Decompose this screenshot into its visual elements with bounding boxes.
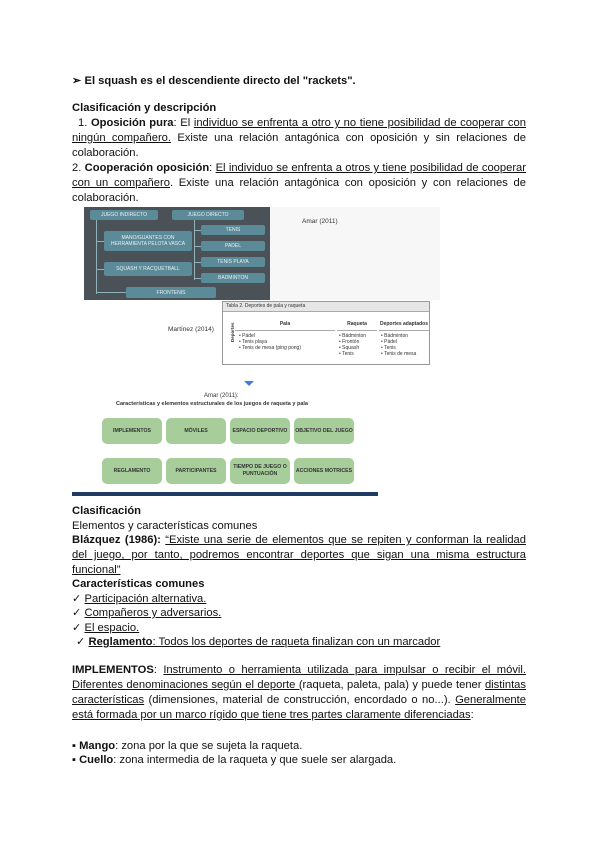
diagram2-title: Características y elementos estructurales de los juegos de raqueta y pala bbox=[116, 401, 308, 407]
blazquez-quote: Blázquez (1986): “Existe una serie de elementos que se repiten y conforman la realidad del juego, por tanto, podremos encontrar deportes que sigan una misma estructura funcional” bbox=[72, 534, 526, 576]
diagram-background bbox=[270, 207, 440, 300]
clasificacion-title: Clasificación bbox=[72, 505, 142, 517]
section-title: Clasificación y descripción bbox=[72, 102, 217, 114]
table-col-adaptados: Deportes adaptados bbox=[379, 319, 429, 331]
box-moviles: MÓVILES bbox=[166, 418, 226, 444]
caract-item-reglamento: ✓ Reglamento: Todos los deportes de raqueta finalizan con un marcador bbox=[76, 636, 441, 648]
table-col-pala: Pala bbox=[235, 319, 335, 331]
juego-indirecto-box: JUEGO INDIRECTO bbox=[90, 210, 158, 220]
right-item-tenis-playa: TENIS PLAYA bbox=[201, 257, 265, 267]
right-item-padel: PADEL bbox=[201, 241, 265, 251]
caract-item-3: ✓ El espacio. bbox=[72, 622, 140, 634]
left-item-3: FRONTENIS bbox=[126, 287, 216, 298]
box-participantes: PARTICIPANTES bbox=[166, 458, 226, 484]
clasificacion-subtitle: Elementos y características comunes bbox=[72, 520, 258, 532]
box-acciones: ACCIONES MOTRICES bbox=[294, 458, 354, 484]
part-mango: ▪ Mango: zona por la que se sujeta la raqueta. bbox=[72, 740, 303, 752]
box-espacio: ESPACIO DEPORTIVO bbox=[230, 418, 290, 444]
table-col-raqueta: Raqueta bbox=[337, 319, 377, 331]
box-implementos: IMPLEMENTOS bbox=[102, 418, 162, 444]
juego-directo-box: JUEGO DIRECTO bbox=[172, 210, 244, 220]
marker-triangle-icon bbox=[244, 381, 254, 386]
part-cuello: ▪ Cuello: zona intermedia de la raqueta y que suele ser alargada. bbox=[72, 754, 397, 766]
right-item-badminton: BADMINTON bbox=[201, 273, 265, 283]
implementos-paragraph: IMPLEMENTOS: Instrumento o herramienta utilizada para impulsar o recibir el móvil. Diferentes denominaciones según el deporte (raqueta, paleta, pala) y puede tener distintas características (dimensiones, material de construcción, encordado o no...). Generalmente está formada por un marco rígido que tiene tres partes claramente diferenciadas: bbox=[72, 664, 526, 721]
diagram2-author: Amar (2011): bbox=[204, 393, 239, 399]
box-objetivo: OBJETIVO DEL JUEGO bbox=[294, 418, 354, 444]
table-caption: Tabla 2. Deportes de pala y raqueta bbox=[223, 302, 429, 312]
left-item-1: MANO/GUANTES CON HERRAMIENTA PELOTA VASCA bbox=[104, 231, 192, 251]
sports-table bbox=[222, 301, 430, 365]
box-reglamento: REGLAMENTO bbox=[102, 458, 162, 484]
squash-heading: ➢ El squash es el descendiente directo del "rackets". bbox=[72, 75, 356, 87]
table-cell-raqueta: • Bádminton • Frontón • Squash • Tenis bbox=[339, 333, 367, 357]
table-side-label: Deportes bbox=[230, 322, 235, 342]
author-amar-label: Amar (2011) bbox=[302, 218, 338, 225]
diagram2-rule bbox=[72, 492, 378, 496]
left-item-2: SQUASH Y RACQUETBALL bbox=[104, 262, 192, 276]
box-tiempo: TIEMPO DE JUEGO O PUNTUACIÓN bbox=[230, 458, 290, 484]
table-cell-pala: • Pádel • Tenis playa • Tenis de mesa (ping pong) bbox=[239, 333, 301, 351]
table-cell-adaptados: • Bádminton • Pádel • Tenis • Tenis de mesa bbox=[381, 333, 417, 357]
caract-item-2: ✓ Compañeros y adversarios. bbox=[72, 607, 222, 619]
caract-item-1: ✓ Participación alternativa. bbox=[72, 593, 207, 605]
classification-diagram bbox=[84, 207, 270, 300]
caracteristicas-title: Características comunes bbox=[72, 578, 205, 590]
right-item-tenis: TENIS bbox=[201, 225, 265, 235]
author-martinez-label: Martínez (2014) bbox=[168, 326, 214, 333]
item-cooperacion-oposicion: 2. Cooperación oposición: El individuo se enfrenta a otros y tiene posibilidad de cooperar con un compañero. Existe una relación antagónica con oposición y con relaciones de colaboración. bbox=[72, 162, 526, 204]
item-oposicion-pura: 1. Oposición pura: El individuo se enfrenta a otro y no tiene posibilidad de cooperar con ningún compañero. Existe una relación antagónica con oposición y sin relaciones de colaboración. bbox=[72, 117, 526, 159]
